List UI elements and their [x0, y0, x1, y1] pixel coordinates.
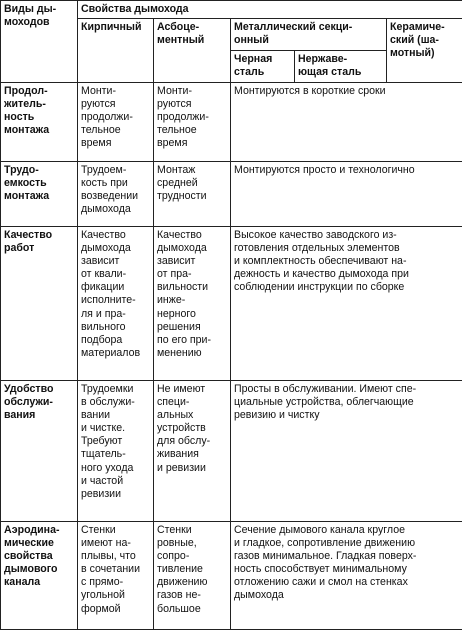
header-ceramic: Керамиче- ский (ша- мотный) [387, 19, 462, 83]
table-row [1, 381, 462, 522]
table-row [1, 522, 462, 630]
header-chimney-properties: Свойства дымохода [78, 1, 462, 19]
table-row [1, 83, 462, 162]
row-label: Трудо- емкость монтажа [1, 162, 78, 227]
asbestos-cell: Монти- руются продолжи- тельное время [154, 83, 231, 162]
header-metal-sectional: Металлический секци- онный [231, 19, 387, 51]
row-label: Удобство обслужи- вания [1, 381, 78, 522]
header-stainless-steel: Нержаве- ющая сталь [295, 51, 387, 83]
table-row [1, 227, 462, 381]
asbestos-cell: Стенки ровные, сопро- тивление движению газов не- большое [154, 522, 231, 630]
brick-cell: Стенки имеют на- плывы, что в сочетании с прямо- угольной формой [78, 522, 154, 630]
row-label: Продол- житель- ность монтажа [1, 83, 78, 162]
metal-ceramic-cell: Монтируются в короткие сроки [231, 83, 462, 162]
metal-ceramic-cell: Высокое качество заводского из- готовления отдельных элементов и комплектность обеспечивают на- дежность и качество дымохода при соблюдении инструкции по сборке [231, 227, 462, 381]
header-black-steel: Черная сталь [231, 51, 295, 83]
header-chimney-types: Виды ды- моходов [1, 1, 78, 83]
asbestos-cell: Не имеют специ- альных устройств для обслу- живания и ревизии [154, 381, 231, 522]
row-label: Качество работ [1, 227, 78, 381]
asbestos-cell: Качество дымохода зависит от пра- вильности инже- нерного решения по его при- менению [154, 227, 231, 381]
metal-ceramic-cell: Сечение дымового канала круглое и гладкое, сопротивление движению газов минимальное. Гладкая поверх- ность способствует минимальному отложению сажи и смол на стенках дымохода [231, 522, 462, 630]
brick-cell: Трудоем- кость при возведении дымохода [78, 162, 154, 227]
row-label: Аэродина- мические свойства дымового канала [1, 522, 78, 630]
header-brick: Кирпичный [78, 19, 154, 83]
asbestos-cell: Монтаж средней трудности [154, 162, 231, 227]
table-row [1, 162, 462, 227]
metal-ceramic-cell: Просты в обслуживании. Имеют спе- циальные устройства, облегчающие ревизию и чистку [231, 381, 462, 522]
metal-ceramic-cell: Монтируются просто и технологично [231, 162, 462, 227]
brick-cell: Трудоемки в обслужи- вании и чистке. Требуют тщатель- ного ухода и частой ревизии [78, 381, 154, 522]
header-asbestos: Асбоце- ментный [154, 19, 231, 83]
brick-cell: Качество дымохода зависит от квали- фикации исполните- ля и пра- вильного подбора материалов [78, 227, 154, 381]
brick-cell: Монти- руются продолжи- тельное время [78, 83, 154, 162]
